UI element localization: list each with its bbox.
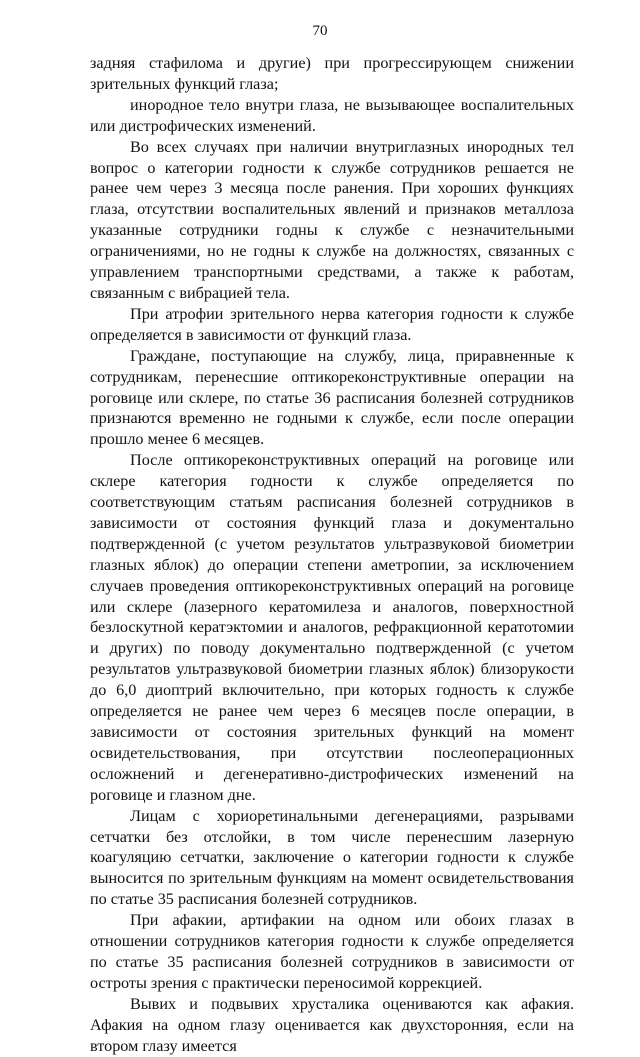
paragraph-lens-dislocation: Вывих и подвывих хрусталика оцениваются как афакия. Афакия на одном глазу оценивается как двухсторонняя, если на втором глазу имеется (90, 994, 574, 1055)
paragraph-chorioretinal-degeneration: Лицам с хориоретинальными дегенерациями, разрывами сетчатки без отслойки, в том числе перенесшим лазерную коагуляцию сетчатки, заключение о категории годности к службе выносится по зрительным функциям на момент освидетельствования по статье 35 расписания болезней сотрудников. (90, 806, 574, 909)
paragraph-after-reconstructive-operations: После оптикореконструктивных операций на роговице или склере категория годности к службе определяется по соответствующим статьям расписания болезней сотрудников в зависимости от состояния функций глаза и документально подтвержденной (с учетом результатов ультразвуковой биометрии глазных яблок) до операции степени аметропии, за исключением случаев проведения оптикореконструктивных операций на роговице или склере (лазерного кератомилеза и аналогов, поверхностной безлоскутной кератэктомии и аналогов, рефракционной кератотомии и других) по поводу документально подтвержденной (с учетом результатов ультразвуковой биометрии глазных яблок) близорукости до 6,0 диоптрий включительно, при которых годность к службе определяется не ранее чем через 6 месяцев после операции, в зависимости от состояния зрительных функций на момент освидетельствования, при отсутствии послеоперационных осложнений и дегенеративно-дистрофических изменений на роговице и глазном дне. (90, 451, 574, 804)
document-body (90, 53, 574, 1057)
page-number: 70 (312, 23, 328, 39)
paragraph-intraocular-foreign-bodies: Во всех случаях при наличии внутриглазных инородных тел вопрос о категории годности к службе сотрудников решается не ранее чем через 3 месяца после ранения. При хороших функциях глаза, отсутствии воспалительных явлений и признаков металлоза указанные сотрудники годны к службе с незначительными ограничениями, но не годны к службе на должностях, связанных с управлением транспортными средствами, а также к работам, связанным с вибрацией тела. (90, 137, 574, 302)
paragraph-optic-nerve-atrophy: При атрофии зрительного нерва категория годности к службе определяется в зависимости от функций глаза. (90, 304, 574, 344)
paragraph-candidates-after-surgery: Граждане, поступающие на службу, лица, приравненные к сотрудникам, перенесшие оптикореконструктивные операции на роговице или склере, по статье 36 расписания болезней сотрудников признаются временно не годными к службе, если после операции прошло менее 6 месяцев. (90, 346, 574, 449)
paragraph-aphakia: При афакии, артифакии на одном или обоих глазах в отношении сотрудников категория годности к службе определяется по статье 35 расписания болезней сотрудников в зависимости от остроты зрения с практически переносимой коррекцией. (90, 911, 574, 992)
paragraph-foreign-body: инородное тело внутри глаза, не вызывающее воспалительных или дистрофических изменений. (90, 95, 574, 135)
paragraph-continuation: задняя стафилома и другие) при прогрессирующем снижении зрительных функций глаза; (90, 54, 574, 93)
